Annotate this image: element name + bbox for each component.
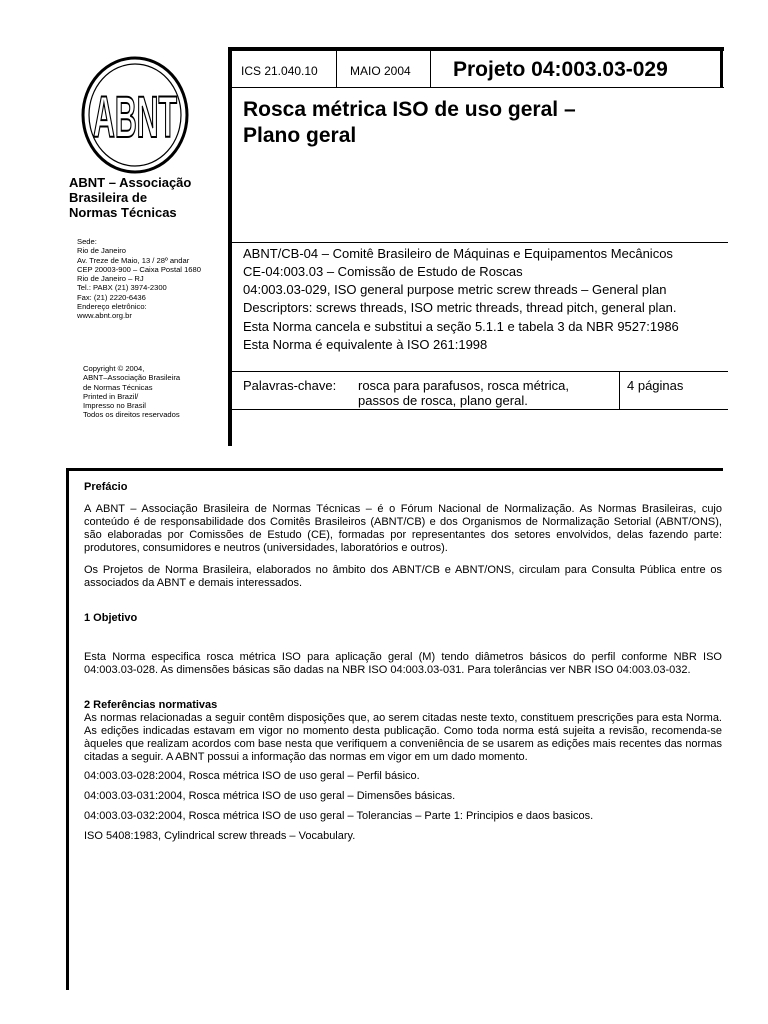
reference-item: 04:003.03-028:2004, Rosca métrica ISO de uso geral – Perfil básico.	[84, 770, 420, 782]
address-block	[77, 237, 227, 321]
paragraph: A ABNT – Associação Brasileira de Normas Técnicas – é o Fórum Nacional de Normalização. As Normas Brasileiras, cujo conteúdo é de responsabilidade dos Comitês Brasileiros (ABNT/CB) e dos Organismos de Normalização Setorial (ABNT/ONS), são elaboradas por Comissões de Estudo (CE), formadas por representantes dos setores envolvidos, delas fazendo parte: produtores, consumidores e neutros (universidades, laboratórios e outros).	[84, 503, 722, 554]
org-name-line: Normas Técnicas	[69, 205, 177, 220]
info-line: Esta Norma é equivalente à ISO 261:1998	[243, 337, 488, 352]
org-name-line: Brasileira de	[69, 190, 148, 205]
address-line: Tel.: PABX (21) 3974-2300	[77, 283, 167, 293]
header-right-rule	[720, 47, 723, 87]
copyright-line: Printed in Brazil/	[83, 391, 139, 401]
org-name-line: ABNT – Associação	[69, 175, 192, 190]
section-heading: Prefácio	[84, 481, 128, 493]
info-line: Descriptors: screws threads, ISO metric threads, thread pitch, general plan.	[243, 300, 677, 315]
address-line: www.abnt.org.br	[77, 311, 132, 321]
reference-item: 04:003.03-032:2004, Rosca métrica ISO de uso geral – Tolerancias – Parte 1: Principios e daos basicos.	[84, 810, 594, 822]
title-line: Rosca métrica ISO de uso geral –	[243, 98, 576, 121]
address-line: Sede:	[77, 237, 97, 246]
paragraph: As normas relacionadas a seguir contêm disposições que, ao serem citadas neste texto, constituem prescrições para esta Norma. As edições indicadas estavam em vigor no momento desta publicação. Como toda norma está sujeita a revisão, recomenda-se àqueles que realizam acordos com base nesta que verifiquem a conveniência de se usarem as edições mais recentes das normas citadas a seguir. A ABNT possui a informação das normas em vigor em um dado momento.	[84, 712, 722, 763]
header-separator	[430, 51, 431, 87]
copyright-line: Copyright © 2004,	[83, 364, 145, 373]
header-rule	[232, 87, 724, 88]
reference-item: 04:003.03-031:2004, Rosca métrica ISO de uso geral – Dimensões básicas.	[84, 790, 456, 802]
document-title	[243, 97, 713, 149]
logo-text: ABNT	[93, 85, 177, 150]
section-heading: 2 Referências normativas	[84, 699, 218, 711]
copyright-line: Impresso no Brasil	[83, 401, 146, 411]
info-line: Esta Norma cancela e substitui a seção 5.1.1 e tabela 3 da NBR 9527:1986	[243, 319, 679, 334]
info-line: 04:003.03-029, ISO general purpose metric screw threads – General plan	[243, 282, 667, 297]
keywords-value	[358, 378, 618, 408]
address-line: CEP 20003-900 – Caixa Postal 1680	[77, 264, 201, 274]
section-heading: 1 Objetivo	[84, 612, 138, 624]
address-line: Fax: (21) 2220-6436	[77, 292, 146, 302]
title-line: Plano geral	[243, 124, 357, 147]
keywords-separator	[619, 372, 620, 410]
reference-item: ISO 5408:1983, Cylindrical screw threads – Vocabulary.	[84, 830, 356, 842]
body-top-rule	[66, 468, 723, 471]
header-separator	[336, 51, 337, 87]
body-vertical-rule	[66, 470, 69, 990]
paragraph: Os Projetos de Norma Brasileira, elaborados no âmbito dos ABNT/CB e ABNT/ONS, circulam para Consulta Pública entre os associados da ABNT e demais interessados.	[84, 564, 722, 589]
header-rule	[232, 371, 728, 372]
page-count: 4 páginas	[627, 378, 684, 393]
abnt-logo	[80, 55, 190, 175]
keywords-label: Palavras-chave:	[243, 378, 337, 393]
ics-code: ICS 21.040.10	[241, 64, 318, 78]
keywords-line: passos de rosca, plano geral.	[358, 393, 528, 408]
address-line: Rio de Janeiro – RJ	[77, 274, 144, 284]
copyright-line: ABNT–Associação Brasileira	[83, 373, 181, 383]
header-rule	[232, 409, 728, 410]
paragraph: Esta Norma especifica rosca métrica ISO para aplicação geral (M) tendo diâmetros básicos do perfil conforme NBR ISO 04:003.03-028. As dimensões básicas são dadas na NBR ISO 04:003.03-031. Para tolerâncias ver NBR ISO 04:003.03-032.	[84, 651, 722, 676]
address-line: Endereço eletrônico:	[77, 302, 147, 312]
project-number: Projeto 04:003.03-029	[453, 58, 668, 81]
organization-name	[69, 175, 219, 220]
keywords-line: rosca para parafusos, rosca métrica,	[358, 378, 569, 393]
header-rule	[232, 242, 728, 243]
copyright-block	[83, 364, 223, 420]
copyright-line: de Normas Técnicas	[83, 382, 153, 392]
address-line: Rio de Janeiro	[77, 246, 126, 256]
publication-date: MAIO 2004	[350, 64, 411, 78]
copyright-line: Todos os direitos reservados	[83, 410, 180, 420]
header-vertical-rule	[228, 48, 232, 446]
header-top-rule	[228, 47, 724, 51]
info-line: ABNT/CB-04 – Comitê Brasileiro de Máquinas e Equipamentos Mecânicos	[243, 246, 673, 261]
document-body	[84, 481, 722, 843]
info-line: CE-04:003.03 – Comissão de Estudo de Roscas	[243, 264, 523, 279]
address-line: Av. Treze de Maio, 13 / 28º andar	[77, 255, 190, 265]
